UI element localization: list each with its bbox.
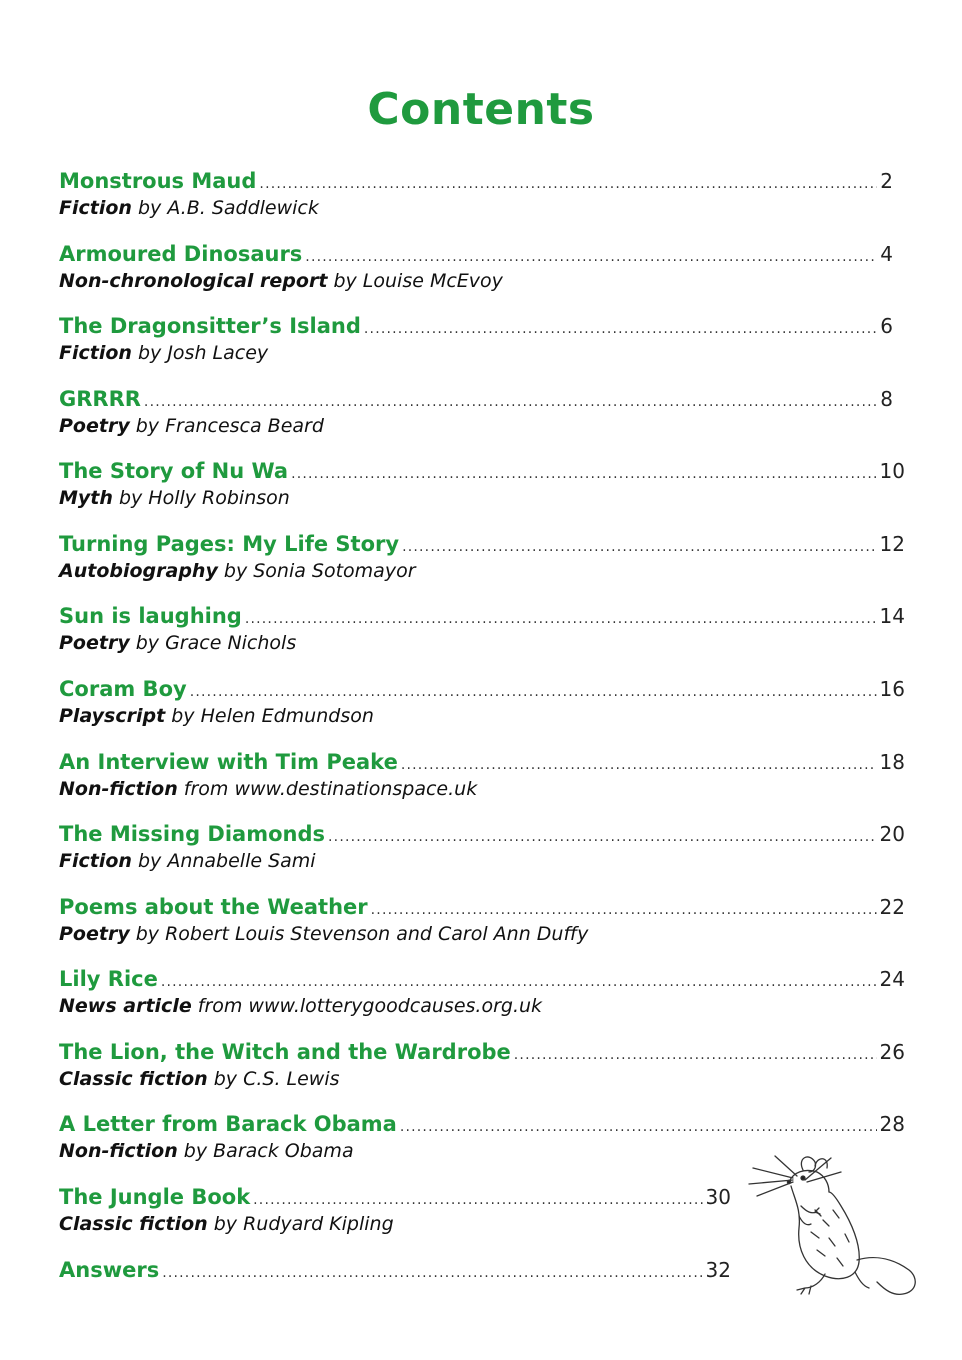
entry-credit: by Louise McEvoy [327,270,503,292]
entry-title[interactable]: The Dragonsitter’s Island [59,314,361,338]
entry-genre: News article [59,995,192,1017]
entry-credit: by Annabelle Sami [131,850,316,872]
leader-dots [400,1113,877,1141]
page-number: 24 [879,967,905,991]
leader-dots [371,896,877,924]
entry-genre: Myth [59,487,113,509]
entry-title[interactable]: Turning Pages: My Life Story [59,532,400,556]
entry-title[interactable]: Coram Boy [59,677,187,701]
entry-genre: Non-chronological report [59,270,328,292]
page-number: 4 [880,242,893,266]
entry-credit: by Grace Nichols [129,632,297,654]
leader-dots [245,605,877,633]
page-number: 12 [879,532,905,556]
entry-credit: from www.destinationspace.uk [177,778,478,800]
entry-title[interactable]: An Interview with Tim Peake [59,750,398,774]
entry-credit: by A.B. Saddlewick [131,197,319,219]
entry-genre: Poetry [59,632,130,654]
page-number: 20 [879,822,905,846]
entry-credit: by Barack Obama [177,1140,354,1162]
toc-entry[interactable] [59,1038,905,1092]
page-number: 22 [879,895,905,919]
toc-entry[interactable] [59,1183,731,1237]
leader-dots [364,315,877,343]
page-number: 2 [880,169,893,193]
entry-credit: from www.lotterygoodcauses.org.uk [191,995,543,1017]
leader-dots [305,243,877,271]
entry-credit: by Francesca Beard [129,415,324,437]
leader-dots [162,1259,702,1287]
leader-dots [253,1186,702,1214]
page-number: 8 [880,387,893,411]
entry-genre: Non-fiction [59,1140,178,1162]
toc-entry[interactable] [59,748,905,802]
entry-title[interactable]: The Story of Nu Wa [59,459,289,483]
entry-genre: Classic fiction [59,1068,208,1090]
toc-entry[interactable] [59,312,893,366]
leader-dots [259,170,877,198]
entry-genre: Classic fiction [59,1213,208,1235]
entry-credit: by Robert Louis Stevenson and Carol Ann Duffy [129,923,589,945]
entry-genre: Autobiography [59,560,218,582]
entry-credit: by Helen Edmundson [165,705,374,727]
leader-dots [291,460,876,488]
page-number: 6 [880,314,893,338]
leader-dots [161,968,877,996]
toc-entry[interactable] [59,602,905,656]
page-number: 14 [879,604,905,628]
leader-dots [190,678,877,706]
entry-credit: by Holly Robinson [112,487,290,509]
leader-dots [328,823,877,851]
toc-entry[interactable] [59,457,905,511]
page-number: 26 [879,1040,905,1064]
leader-dots [514,1041,877,1069]
page-number: 16 [879,677,905,701]
entry-genre: Playscript [59,705,166,727]
toc-entry[interactable] [59,167,893,221]
leader-dots [402,533,876,561]
page-number: 18 [879,750,905,774]
leader-dots [401,751,877,779]
entry-credit: by Rudyard Kipling [207,1213,394,1235]
entry-credit: by Sonia Sotomayor [217,560,416,582]
entry-genre: Poetry [59,923,130,945]
entry-genre: Fiction [59,342,132,364]
page-number: 30 [705,1185,731,1209]
entry-genre: Fiction [59,197,132,219]
entry-title[interactable]: Poems about the Weather [59,895,368,919]
entry-title[interactable]: GRRRR [59,387,141,411]
entry-title[interactable]: Monstrous Maud [59,169,257,193]
entry-credit: by Josh Lacey [131,342,269,364]
toc-entry[interactable] [59,240,893,294]
entry-title[interactable]: A Letter from Barack Obama [59,1112,397,1136]
entry-genre: Poetry [59,415,130,437]
toc-entry[interactable] [59,965,905,1019]
toc-entry[interactable] [59,1256,731,1284]
toc-entry[interactable] [59,530,905,584]
entry-genre: Fiction [59,850,132,872]
leader-dots [144,388,877,416]
page-title: Contents [367,84,595,135]
entry-title[interactable]: Answers [59,1258,160,1282]
page-number: 32 [705,1258,731,1282]
entry-credit: by C.S. Lewis [207,1068,340,1090]
toc-entry[interactable] [59,820,905,874]
entry-title[interactable]: Armoured Dinosaurs [59,242,303,266]
entry-title[interactable]: The Missing Diamonds [59,822,326,846]
toc-entry[interactable] [59,893,905,947]
toc-entry[interactable] [59,675,905,729]
page-number: 28 [879,1112,905,1136]
entry-title[interactable]: Lily Rice [59,967,158,991]
entry-title[interactable]: The Lion, the Witch and the Wardrobe [59,1040,511,1064]
entry-title[interactable]: Sun is laughing [59,604,242,628]
toc-entry[interactable] [59,385,893,439]
entry-genre: Non-fiction [59,778,178,800]
entry-title[interactable]: The Jungle Book [59,1185,251,1209]
page-number: 10 [879,459,905,483]
mouse-illustration [745,1150,925,1300]
